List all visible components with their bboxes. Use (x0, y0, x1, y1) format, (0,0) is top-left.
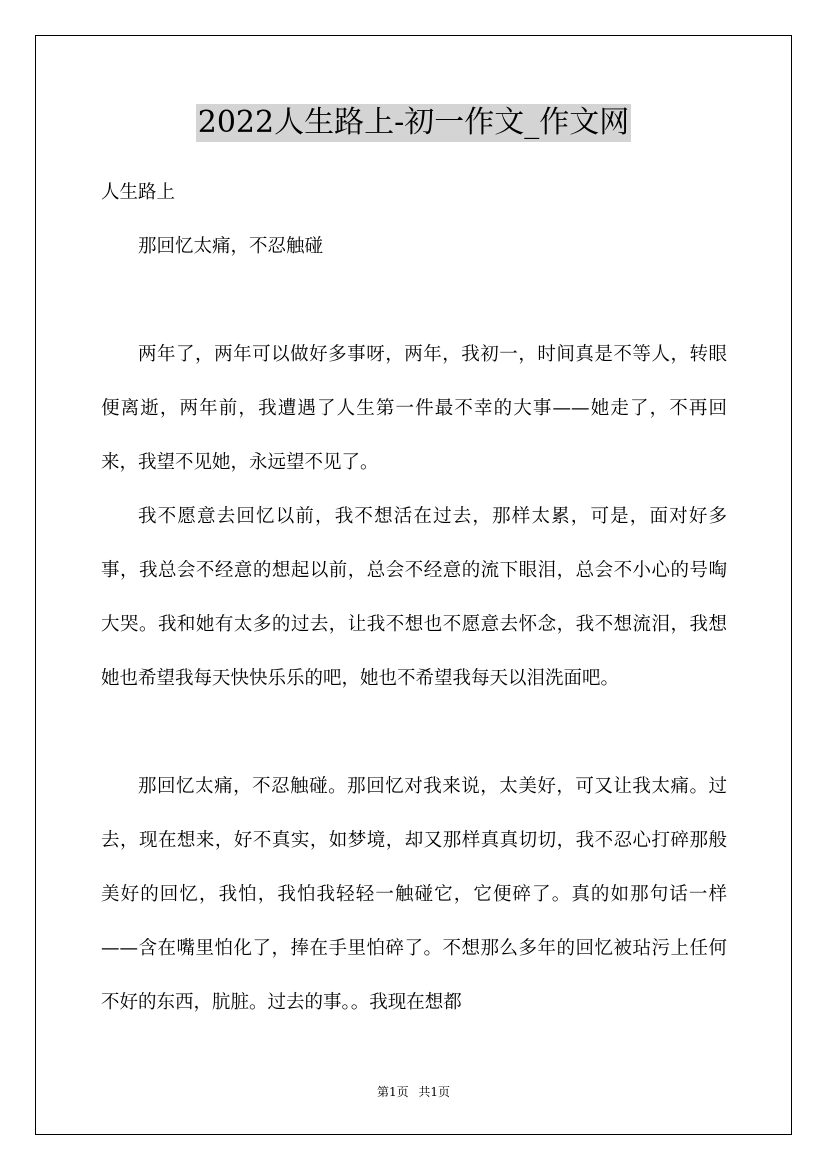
page-footer (0, 1084, 827, 1100)
paragraph-2: 我不愿意去回忆以前，我不想活在过去，那样太累，可是，面对好多事，我总会不经意的想起以前，总会不经意的流下眼泪，总会不小心的号啕大哭。我和她有太多的过去，让我不想也不愿意去怀念，我不想流泪，我想她也希望我每天快快乐乐的吧，她也不希望我每天以泪洗面吧。 (101, 506, 727, 689)
page-number-current: 第1页 (376, 1085, 409, 1099)
document-subtitle: 人生路上 (101, 182, 176, 203)
page-number-total: 共1页 (418, 1085, 451, 1099)
paragraph-3: 那回忆太痛，不忍触碰。那回忆对我来说，太美好，可又让我太痛。过去，现在想来，好不真实，如梦境，却又那样真真切切，我不忍心打碎那般美好的回忆，我怕，我怕我轻轻一触碰它，它便碎了。真的如那句话一样——含在嘴里怕化了，捧在手里怕碎了。不想那么多年的回忆被玷污上任何不好的东西，肮脏。过去的事。。我现在想都 (101, 776, 727, 1013)
paragraph-1: 两年了，两年可以做好多事呀，两年，我初一，时间真是不等人，转眼便离逝，两年前，我遭遇了人生第一件最不幸的大事——她走了，不再回来，我望不见她，永远望不见了。 (101, 344, 727, 473)
intro-line: 那回忆太痛，不忍触碰 (138, 236, 324, 257)
title-container (0, 104, 827, 142)
document-title: 2022人生路上-初一作文_作文网 (197, 105, 630, 140)
